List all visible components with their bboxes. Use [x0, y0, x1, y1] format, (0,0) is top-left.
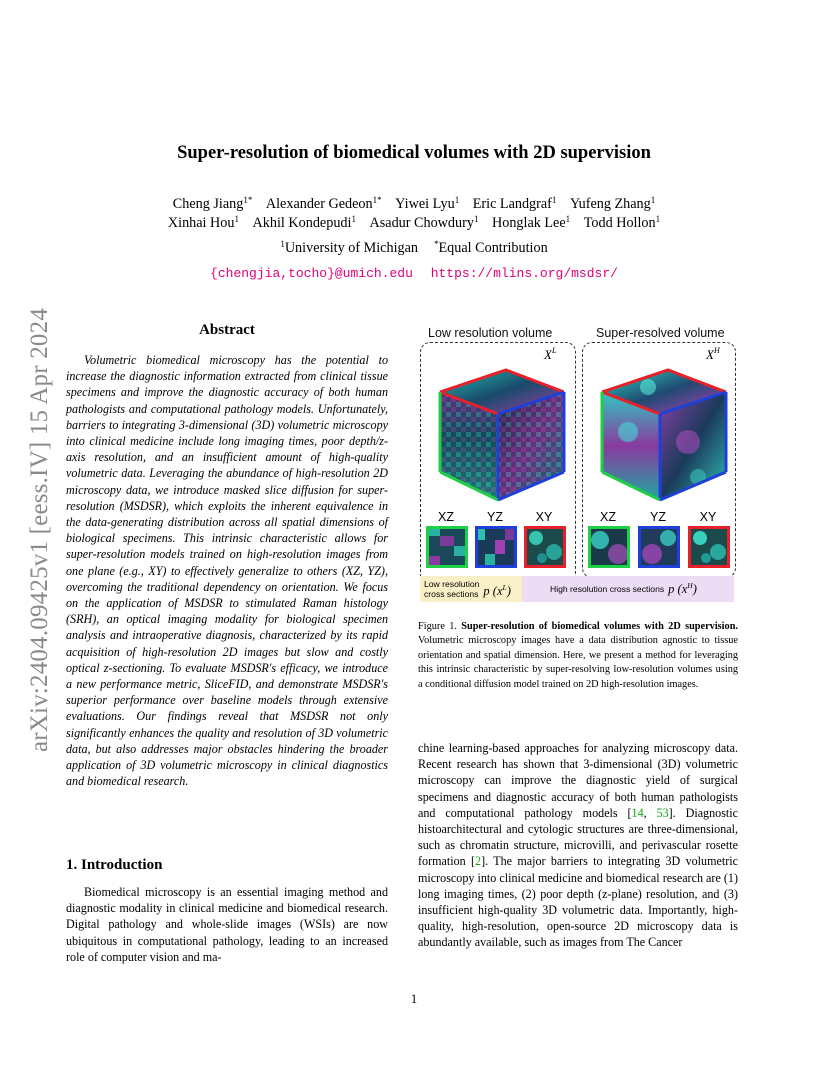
low-res-cube: [426, 362, 572, 512]
plane-label-xz-low: XZ: [438, 510, 454, 524]
citation-link[interactable]: 2: [475, 854, 482, 869]
author: Yiwei Lyu$^1$: [395, 195, 460, 212]
low-distribution-symbol: p $(x^L)$: [483, 582, 511, 598]
author-line-2: [90, 214, 738, 233]
high-res-cross-section-bar: [522, 576, 734, 602]
low-cross-label-1: Low resolution: [424, 579, 480, 589]
intro-paragraph: Biomedical microscopy is an essential imaging method and diagnostic modality in clinical medicine and biomedical research. Digital pathology and whole-slide images (WSIs) are now ubiquitous in computational pathology, leading to an increased role of computer vision and ma-: [66, 885, 388, 964]
plane-label-yz-high: YZ: [650, 510, 666, 524]
abstract-heading: Abstract: [199, 322, 255, 338]
intro-continued: chine learning-based approaches for analyzing microscopy data. Recent research has shown that 3-dimensional (3D) volumetric microscopy can improve the diagnostic yield of surgical specimens and diagnostic accuracy of both human pathologists and computational pathology models [14, 53]. Diagnostic histoarchitectural and cytologic structures are three-dimensional, such as chromatin structure, microvilli, and perivascular rosette formation [2]. The major barriers to integrating 3D volumetric microscopy into clinical medicine and biomedical research are (1) long imaging times, (2) poor depth (z-plane) resolution, and (3) insufficient high-quality 3D volumetric data. Importantly, high-quality, high-resolution, open-source 2D microscopy data is abundantly available, such as images from The Cancer: [418, 741, 738, 950]
low-yz-slice: [475, 526, 517, 568]
figure-caption: [418, 620, 738, 692]
low-volume-symbol: $X^L$: [544, 346, 557, 362]
author: Xinhai Hou$^1$: [167, 214, 239, 231]
high-yz-slice: [638, 526, 680, 568]
abstract-text: Volumetric biomedical microscopy has the potential to increase the diagnostic information extracted from clinical tissue specimens and improve the diagnostic accuracy of both human pathologists and computational pathology models. Unfortunately, barriers to integrating 3-dimensional (3D) volumetric microscopy into clinical medicine include long imaging times, poor depth/z-axis resolution, and an insufficient amount of high-quality volumetric data. Leveraging the abundance of high-resolution 2D microscopy data, we introduce masked slice diffusion for super-resolution (MSDSR), which exploits the inherent equivalence in the data-generating distribution across all spatial dimensions of biological specimens. This intrinsic characteristic allows for super-resolution models trained on high-resolution images from one plane (e.g., XY) to effectively generalize to others (XZ, YZ), overcoming the traditional dependency on orientation. We focus on the application of MSDSR to stimulated Raman histology (SRH), an optical imaging modality for biological specimen analysis and intraoperative diagnosis, characterized by its rapid acquisition of high-resolution 2D images but slow and costly optical z-sectioning. To evaluate MSDSR's efficacy, we introduce a new performance metric, SliceFID, and demonstrate MSDSR's superior performance over baseline models through extensive evaluations. Our findings reveal that MSDSR not only significantly enhances the quality and resolution of 3D volumetric data, but also addresses major obstacles hindering the broader application of 3D volumetric microscopy in clinical diagnostics and biomedical research.: [66, 353, 388, 789]
author-list: [90, 195, 738, 233]
author: Akhil Kondepudi$^1$: [252, 214, 356, 231]
caption-title: Super-resolution of biomedical volumes with 2D supervision.: [461, 621, 738, 632]
low-xy-slice: [524, 526, 566, 568]
low-cross-label-2: cross sections: [424, 589, 479, 599]
author: Yufeng Zhang$^1$: [569, 195, 656, 212]
affiliation: $^1$University of Michigan *Equal Contribution: [280, 239, 548, 256]
plane-label-xy-high: XY: [699, 510, 717, 524]
citation-link[interactable]: 53: [656, 805, 669, 820]
arxiv-id-text: arXiv:2404.09425v1 [eess.IV] 15 Apr 2024: [26, 307, 53, 753]
author: Eric Landgraf$^1$: [472, 195, 557, 212]
plane-label-xz-high: XZ: [600, 510, 616, 524]
high-distribution-symbol: p $(x^H)$: [668, 581, 697, 596]
super-resolved-cube: [588, 362, 734, 512]
high-xz-slice: [588, 526, 630, 568]
author: Todd Hollon$^1$: [583, 214, 661, 231]
author: Alexander Gedeon$^{1*}$: [265, 195, 382, 212]
low-res-volume-label: Low resolution volume: [428, 326, 553, 340]
author: Cheng Jiang$^{1*}$: [172, 195, 253, 212]
figure-1: [418, 320, 738, 606]
project-url-link[interactable]: https://mlins.org/msdsr/: [430, 266, 618, 281]
low-xz-slice: [426, 526, 468, 568]
citation-link[interactable]: 14: [631, 805, 644, 820]
author-line-1: [90, 195, 738, 214]
caption-prefix: Figure 1.: [418, 621, 457, 632]
plane-label-yz-low: YZ: [487, 510, 503, 524]
super-resolved-volume-label: Super-resolved volume: [596, 326, 725, 340]
plane-label-xy-low: XY: [535, 510, 553, 524]
email-link[interactable]: {chengjia,tocho}@umich.edu: [210, 266, 413, 281]
arxiv-identifier: [22, 280, 58, 780]
section-heading: 1. Introduction: [66, 857, 163, 873]
author: Asadur Chowdury$^1$: [369, 214, 479, 231]
caption-text: Volumetric microscopy images have a data distribution agnostic to tissue orientation and spatial dimension. Here, we present a method for leveraging this intrinsic characteristic by super-resolving low-resolution volumes using a conditional diffusion model trained on 2D high-resolution images.: [418, 635, 738, 690]
high-volume-symbol: $X^H$: [706, 346, 720, 362]
high-cross-label: High resolution cross sections: [550, 584, 665, 594]
high-xy-slice: [688, 526, 730, 568]
page-number: 1: [410, 992, 418, 1006]
contact-line: [90, 266, 738, 281]
low-res-cross-section-bar: [420, 576, 522, 602]
paper-title: Super-resolution of biomedical volumes with 2D supervision: [177, 143, 651, 163]
author: Honglak Lee$^1$: [491, 214, 571, 231]
